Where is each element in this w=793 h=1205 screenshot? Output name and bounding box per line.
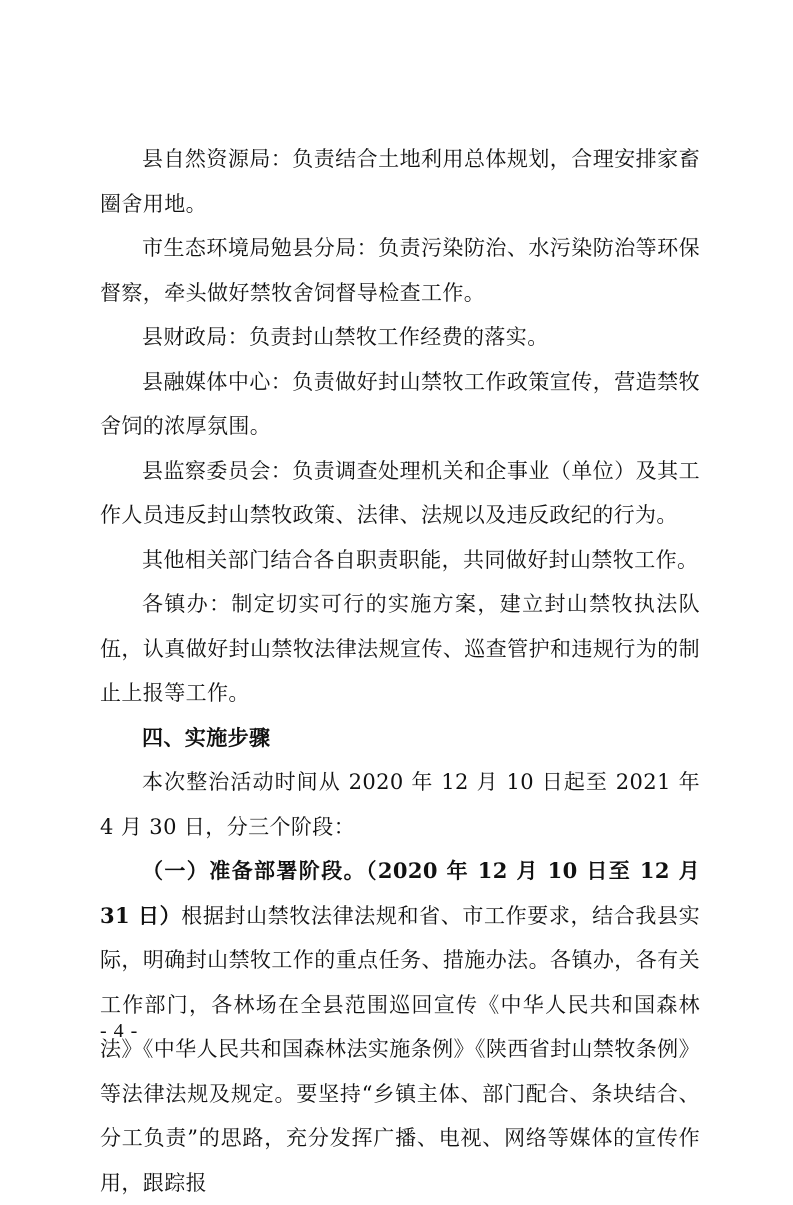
- phase1-heading: （一）准备部署阶段。（2020 年 12 月 10 日至 12 月 31 日）: [100, 858, 700, 928]
- paragraph-intro: 本次整治活动时间从 2020 年 12 月 10 日起至 2021 年 4 月 30 日，分三个阶段：: [100, 770, 700, 839]
- paragraph-phase1: [100, 849, 700, 1205]
- paragraph-supervision-committee: 县监察委员会：负责调查处理机关和企事业（单位）及其工作人员违反封山禁牧政策、法律、法规以及违反政纪的行为。: [100, 458, 700, 527]
- document-body: [100, 137, 700, 1205]
- paragraph-other-departments: 其他相关部门结合各自职责职能，共同做好封山禁牧工作。: [142, 547, 699, 572]
- paragraph-media-center: 县融媒体中心：负责做好封山禁牧工作政策宣传，营造禁牧舍饲的浓厚氛围。: [100, 369, 700, 438]
- phase1-body: 根据封山禁牧法律法规和省、市工作要求，结合我县实际，明确封山禁牧工作的重点任务、措施办法。各镇办，各有关工作部门，各林场在全县范围巡回宣传《中华人民共和国森林法》《中华人民共和国森林法实施条例》《陕西省封山禁牧条例》等法律法规及规定。要坚持“乡镇主体、部门配合、条块结合、分工负责”的思路，充分发挥广播、电视、网络等媒体的宣传作用，跟踪报: [100, 903, 700, 1195]
- section-heading: 四、实施步骤: [142, 725, 271, 750]
- paragraph-towns-offices: 各镇办：制定切实可行的实施方案，建立封山禁牧执法队伍，认真做好封山禁牧法律法规宣传、巡查管护和违规行为的制止上报等工作。: [100, 592, 700, 705]
- paragraph-ecology-environment: 市生态环境局勉县分局：负责污染防治、水污染防治等环保督察，牵头做好禁牧舍饲督导检查工作。: [100, 236, 700, 305]
- paragraph-natural-resources: 县自然资源局：负责结合土地利用总体规划，合理安排家畜圈舍用地。: [100, 147, 700, 216]
- paragraph-finance: 县财政局：负责封山禁牧工作经费的落实。: [142, 325, 549, 349]
- page-number: - 4 -: [100, 1020, 139, 1042]
